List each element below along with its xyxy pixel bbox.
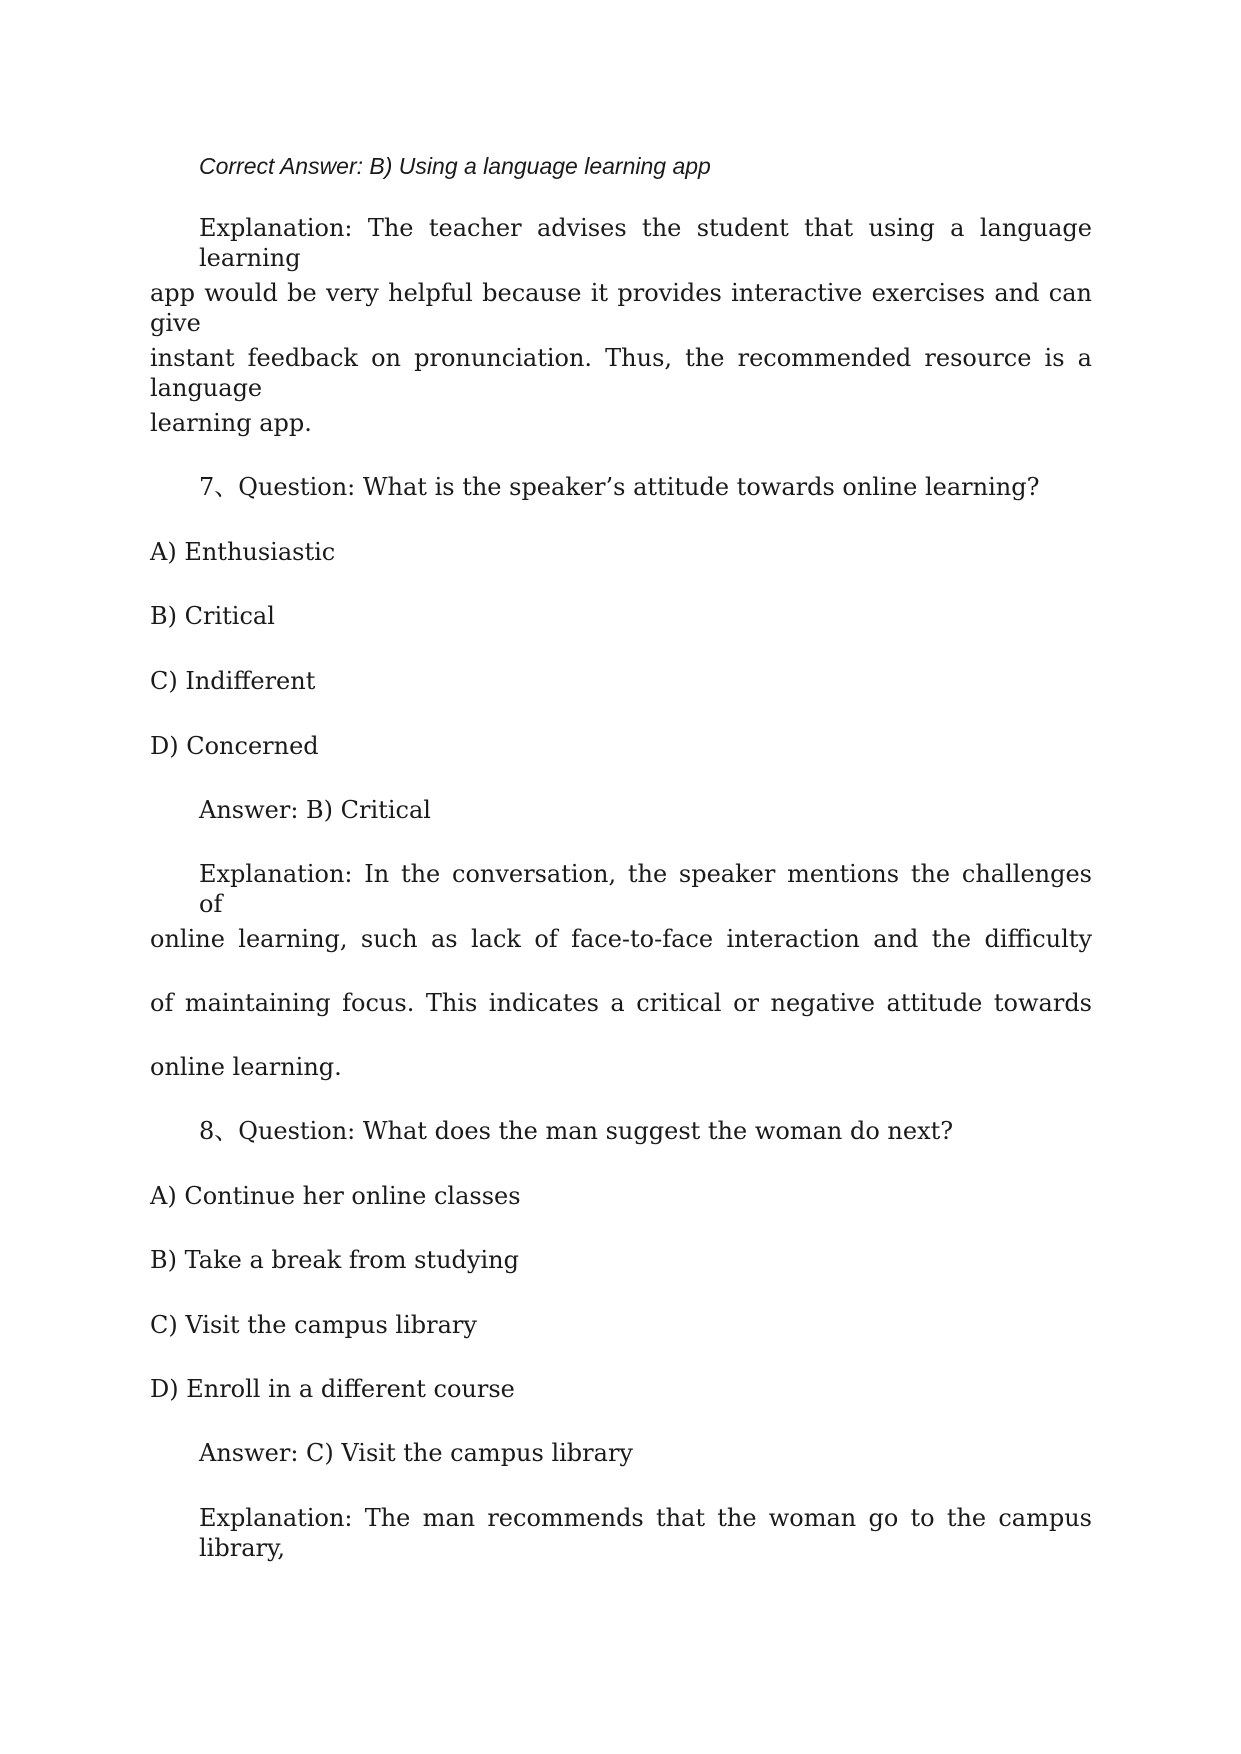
question-8-option-a: A) Continue her online classes (150, 1182, 521, 1210)
question-8-option-c: C) Visit the campus library (150, 1311, 477, 1339)
explanation-7-line-3: of maintaining focus. This indicates a critical or negative attitude towards (150, 989, 1092, 1017)
question-7-option-a: A) Enthusiastic (150, 538, 336, 566)
question-8-option-d: D) Enroll in a different course (150, 1375, 515, 1403)
explanation-6-line-4: learning app. (150, 409, 312, 437)
explanation-8-line-1: Explanation: The man recommends that the woman go to the campus library, (199, 1504, 1092, 1562)
explanation-7-line-4: online learning. (150, 1053, 342, 1081)
explanation-7-line-2: online learning, such as lack of face-to-face interaction and the difficulty (150, 925, 1092, 953)
question-7-option-c: C) Indifferent (150, 667, 316, 695)
question-7-option-d: D) Concerned (150, 732, 319, 760)
explanation-6-line-2: app would be very helpful because it provides interactive exercises and can give (150, 279, 1092, 337)
question-7-prompt: 7、Question: What is the speaker’s attitude towards online learning? (199, 473, 1040, 501)
explanation-7-line-1: Explanation: In the conversation, the speaker mentions the challenges of (199, 860, 1092, 918)
question-8-option-b: B) Take a break from studying (150, 1246, 519, 1274)
explanation-6-line-1: Explanation: The teacher advises the student that using a language learning (199, 214, 1092, 272)
question-8-prompt: 8、Question: What does the man suggest the woman do next? (199, 1117, 954, 1145)
explanation-6-line-3: instant feedback on pronunciation. Thus, the recommended resource is a language (150, 344, 1092, 402)
question-8-answer: Answer: C) Visit the campus library (199, 1439, 633, 1467)
question-7-answer: Answer: B) Critical (199, 796, 431, 824)
question-7-option-b: B) Critical (150, 602, 275, 630)
correct-answer-line: Correct Answer: B) Using a language learning app (199, 153, 711, 179)
